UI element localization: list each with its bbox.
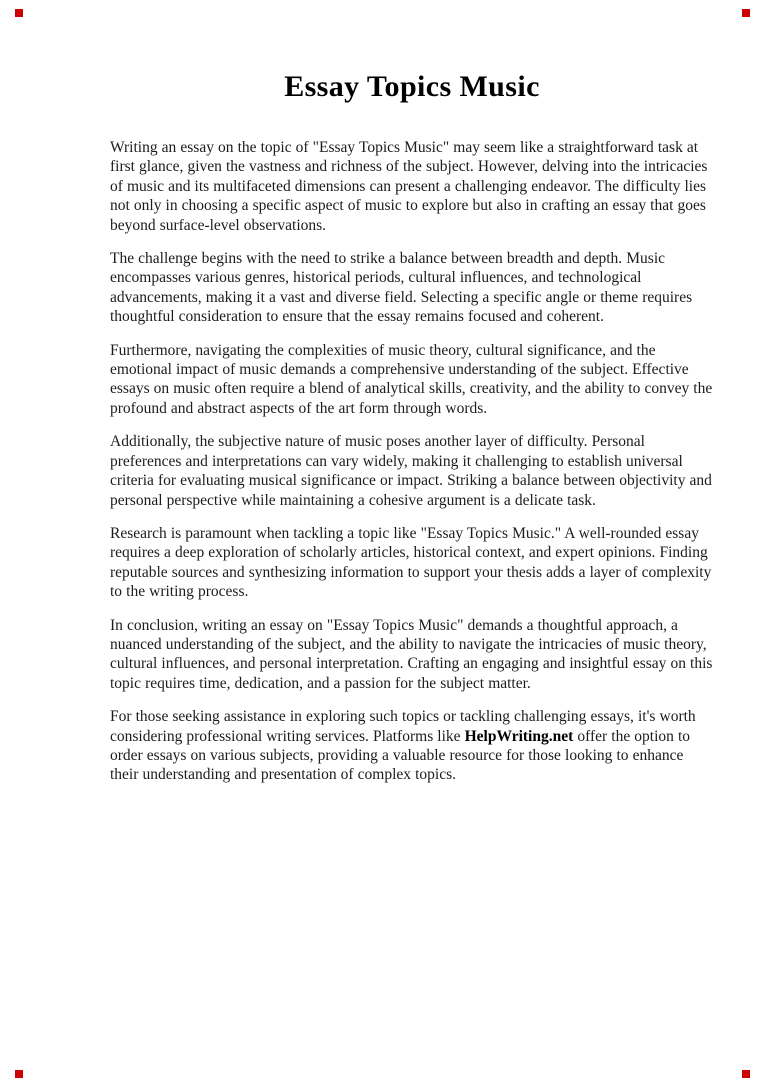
paragraph-research: Research is paramount when tackling a topic like "Essay Topics Music." A well-rounded essay requires a deep exploration of scholarly articles, historical context, and expert opinions. Finding reputable sources and synthesizing information to support your thesis adds a layer of complexity to the writing process. bbox=[110, 524, 712, 601]
corner-marker-bottom-right bbox=[742, 1070, 750, 1078]
paragraph-challenge: The challenge begins with the need to strike a balance between breadth and depth. Music encompasses various genres, historical periods, cultural influences, and technological advancements, making it a vast and diverse field. Selecting a specific angle or theme requires thoughtful consideration to ensure that the essay remains focused and coherent. bbox=[110, 250, 693, 326]
page-title: Essay Topics Music bbox=[284, 70, 540, 103]
paragraph-conclusion: In conclusion, writing an essay on "Essay Topics Music" demands a thoughtful approach, a nuanced understanding of the subject, and the ability to navigate the intricacies of music theory, cultural influences, and personal interpretation. Crafting an engaging and insightful essay on this topic requires time, dedication, and a passion for the subject matter. bbox=[110, 616, 713, 692]
paragraph-subjectivity: Additionally, the subjective nature of music poses another layer of difficulty. Personal preferences and interpretations can vary widely, making it challenging to establish universal criteria for evaluating musical significance or impact. Striking a balance between objectivity and personal perspective while maintaining a cohesive argument is a delicate task. bbox=[110, 433, 712, 509]
closing-text-before-brand: For those seeking assistance in exploring such topics or tackling challenging essays, it's worth considering professional writing services. Platforms like bbox=[110, 708, 696, 745]
corner-marker-top-left bbox=[15, 9, 23, 17]
corner-marker-bottom-left bbox=[15, 1070, 23, 1078]
brand-helpwriting: HelpWriting.net bbox=[464, 727, 574, 745]
paragraph-complexities: Furthermore, navigating the complexities of music theory, cultural significance, and the emotional impact of music demands a comprehensive understanding of the subject. Effective essays on music often require a blend of analytical skills, creativity, and the ability to convey the profound and abstract aspects of the art form through words. bbox=[110, 341, 713, 417]
closing-text-after-brand: offer the option to order essays on various subjects, providing a valuable resource for those looking to enhance their understanding and presentation of complex topics. bbox=[110, 727, 691, 784]
paragraph-closing bbox=[110, 707, 714, 785]
corner-marker-top-right bbox=[742, 9, 750, 17]
paragraph-intro: Writing an essay on the topic of "Essay Topics Music" may seem like a straightforward task at first glance, given the vastness and richness of the subject. However, delving into the intricacies of music and its multifaceted dimensions can present a challenging endeavor. The difficulty lies not only in choosing a specific aspect of music to explore but also in crafting an essay that goes beyond surface-level observations. bbox=[110, 139, 708, 234]
